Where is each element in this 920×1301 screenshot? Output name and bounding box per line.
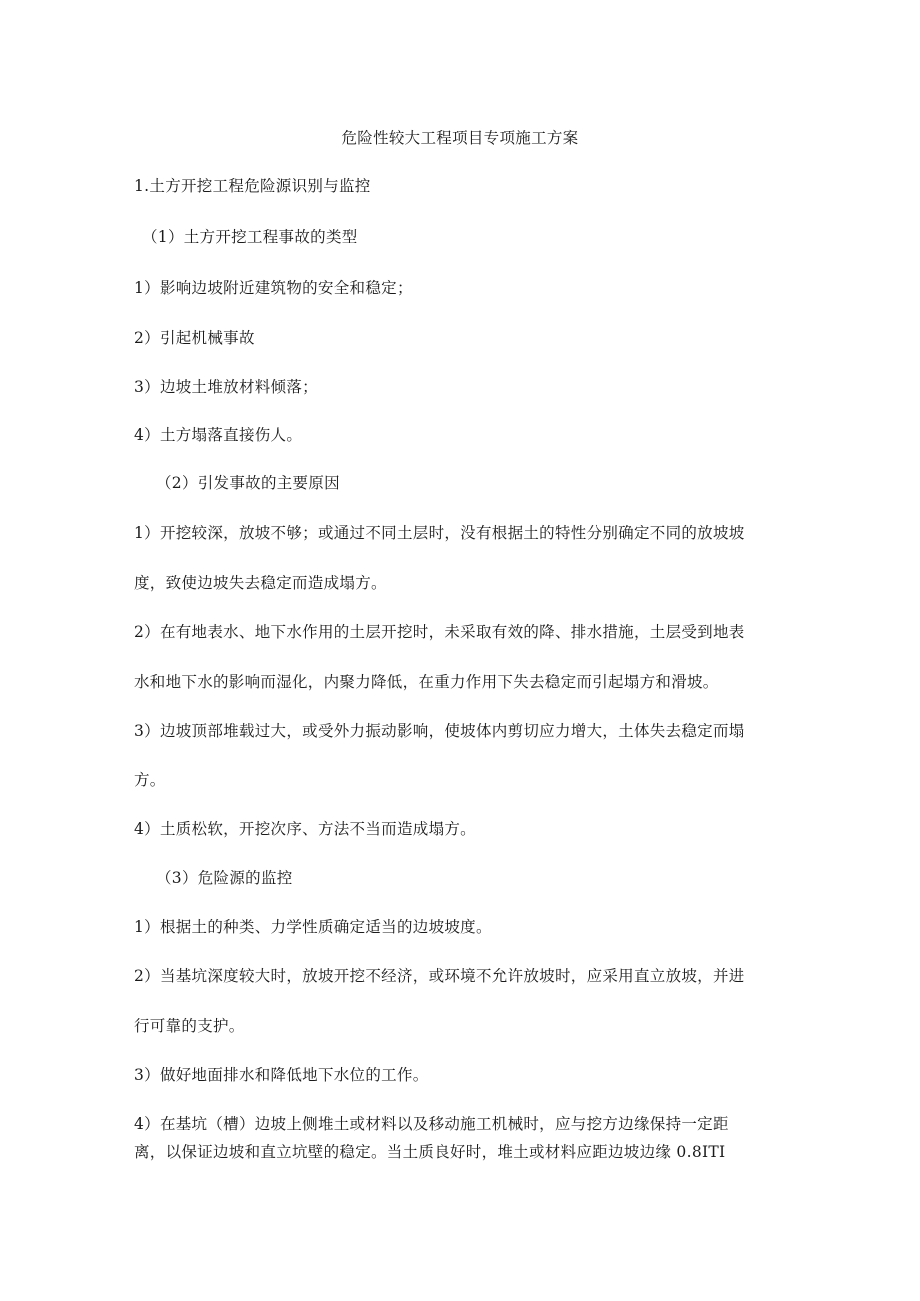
paragraph-line: 2）当基坑深度较大时，放坡开挖不经济，或环境不允许放坡时，应采用直立放坡，并进 (134, 967, 745, 985)
list-item: 4）土质松软，开挖次序、方法不当而造成塌方。 (134, 820, 476, 838)
paragraph-line: 度，致使边坡失去稳定而造成塌方。 (134, 574, 387, 592)
paragraph-line: 3）边坡顶部堆载过大，或受外力振动影响，使坡体内剪切应力增大，土体失去稳定而塌 (134, 722, 745, 740)
subsection-heading: （3）危险源的监控 (156, 869, 293, 887)
list-item: 1）影响边坡附近建筑物的安全和稳定； (134, 279, 413, 297)
list-item: 3）边坡土堆放材料倾落； (134, 378, 318, 396)
paragraph-line: 方。 (134, 771, 166, 789)
paragraph-line: 水和地下水的影响而湿化，内聚力降低，在重力作用下失去稳定而引起塌方和滑坡。 (134, 673, 719, 691)
list-item: 2）引起机械事故 (134, 329, 255, 347)
paragraph-line: 4）在基坑（槽）边坡上侧堆土或材料以及移动施工机械时，应与挖方边缘保持一定距 (134, 1115, 729, 1133)
list-item: 3）做好地面排水和降低地下水位的工作。 (134, 1066, 429, 1084)
list-item: 1）根据土的种类、力学性质确定适当的边坡坡度。 (134, 918, 492, 936)
section-heading: 1.土方开挖工程危险源识别与监控 (134, 177, 371, 195)
paragraph-line: 2）在有地表水、地下水作用的土层开挖时，未采取有效的降、排水措施，土层受到地表 (134, 623, 745, 641)
subsection-heading: （2）引发事故的主要原因 (156, 474, 340, 492)
subsection-heading: （1）土方开挖工程事故的类型 (142, 228, 358, 246)
list-item: 4）土方塌落直接伤人。 (134, 426, 303, 444)
paragraph-line: 行可靠的支护。 (134, 1017, 245, 1035)
paragraph-line: 离，以保证边坡和直立坑壁的稳定。当土质良好时，堆土或材料应距边坡边缘 0.8ITI (134, 1143, 726, 1161)
paragraph-line: 1）开挖较深，放坡不够；或通过不同土层时，没有根据土的特性分别确定不同的放坡坡 (134, 524, 745, 542)
document-title: 危险性较大工程项目专项施工方案 (341, 129, 579, 147)
